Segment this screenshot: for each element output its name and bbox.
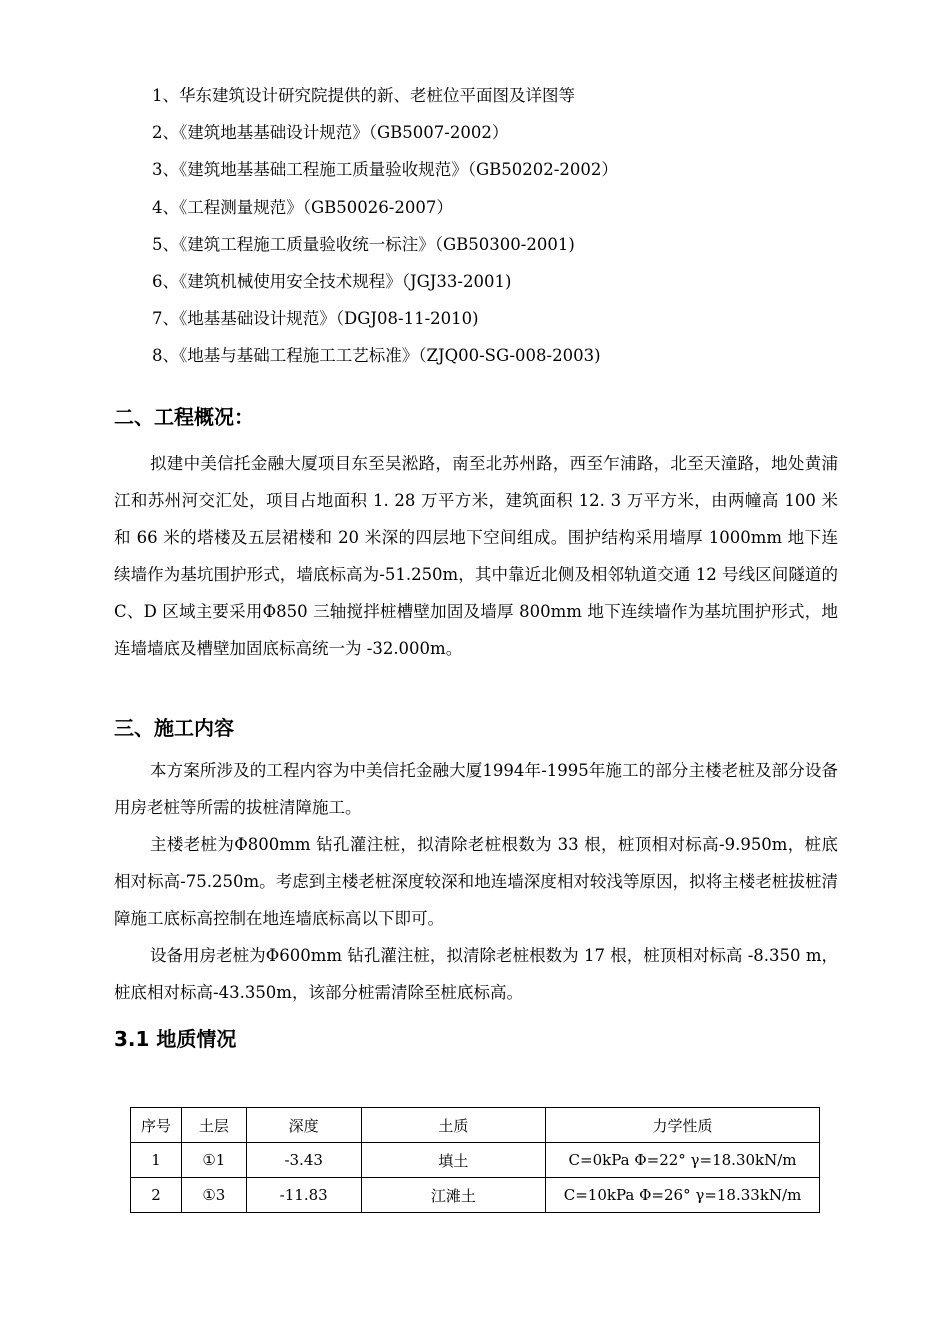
reference-item: 4、《工程测量规范》（GB50026-2007） xyxy=(152,198,453,217)
content-paragraph: 设备用房老桩为Φ600mm 钻孔灌注桩，拟清除老桩根数为 17 根，桩顶相对标高 -8.350 m，桩底相对标高-43.350m，该部分桩需清除至桩底标高。 xyxy=(114,946,838,1002)
section-heading-geology: 3.1 地质情况 xyxy=(114,1027,237,1051)
cell-index: 1 xyxy=(131,1143,182,1178)
table-header-row xyxy=(131,1108,820,1143)
reference-item: 5、《建筑工程施工质量验收统一标注》（GB50300-2001) xyxy=(152,235,575,254)
table-row xyxy=(131,1143,820,1178)
reference-item: 7、《地基基础设计规范》（DGJ08-11-2010) xyxy=(152,309,479,328)
reference-item: 1、华东建筑设计研究院提供的新、老桩位平面图及详图等 xyxy=(152,86,575,105)
header-layer: 土层 xyxy=(181,1108,246,1143)
header-soil-type: 土质 xyxy=(361,1108,546,1143)
cell-mechanical-properties: C=0kPa Φ=22° γ=18.30kN/m xyxy=(546,1143,820,1178)
cell-layer: ①3 xyxy=(181,1178,246,1213)
soil-table xyxy=(130,1107,820,1213)
cell-mechanical-properties: C=10kPa Φ=26° γ=18.33kN/m xyxy=(546,1178,820,1213)
cell-soil-type: 填土 xyxy=(361,1143,546,1178)
cell-soil-type: 江滩土 xyxy=(361,1178,546,1213)
header-mechanical-properties: 力学性质 xyxy=(546,1108,820,1143)
content-paragraph: 本方案所涉及的工程内容为中美信托金融大厦1994年-1995年施工的部分主楼老桩及部分设备用房老桩等所需的拔桩清障施工。 xyxy=(114,761,838,817)
cell-index: 2 xyxy=(131,1178,182,1213)
overview-paragraph: 拟建中美信托金融大厦项目东至吴淞路，南至北苏州路，西至乍浦路，北至天潼路，地处黄浦江和苏州河交汇处，项目占地面积 1. 28 万平方米，建筑面积 12. 3 万平方米，由两幢高 100 米和 66 米的塔楼及五层裙楼和 20 米深的四层地下空间组成。围护结构采用墙厚 1000mm 地下连续墙作为基坑围护形式，墙底标高为-51.250m，其中靠近北侧及相邻轨道交通 12 号线区间隧道的 C、D 区域主要采用Φ850 三轴搅拌桩槽壁加固及墙厚 800mm 地下连续墙作为基坑围护形式，地连墙墙底及槽壁加固底标高统一为 -32.000m。 xyxy=(114,454,838,658)
reference-item: 6、《建筑机械使用安全技术规程》（JGJ33-2001) xyxy=(152,272,512,291)
header-depth: 深度 xyxy=(246,1108,361,1143)
header-index: 序号 xyxy=(131,1108,182,1143)
reference-item: 2、《建筑地基基础设计规范》（GB5007-2002） xyxy=(152,123,509,142)
reference-item: 3、《建筑地基基础工程施工质量验收规范》（GB50202-2002） xyxy=(152,160,618,179)
table-row xyxy=(131,1178,820,1213)
section-heading-overview: 二、工程概况： xyxy=(114,405,254,429)
section-heading-content: 三、施工内容 xyxy=(114,716,234,740)
cell-depth: -3.43 xyxy=(246,1143,361,1178)
cell-layer: ①1 xyxy=(181,1143,246,1178)
content-paragraph: 主楼老桩为Φ800mm 钻孔灌注桩，拟清除老桩根数为 33 根，桩顶相对标高-9.950m，桩底相对标高-75.250m。考虑到主楼老桩深度较深和地连墙深度相对较浅等原因，拟将主楼老桩拔桩清障施工底标高控制在地连墙底标高以下即可。 xyxy=(114,835,838,928)
reference-item: 8、《地基与基础工程施工工艺标准》（ZJQ00-SG-008-2003) xyxy=(152,346,601,365)
cell-depth: -11.83 xyxy=(246,1178,361,1213)
